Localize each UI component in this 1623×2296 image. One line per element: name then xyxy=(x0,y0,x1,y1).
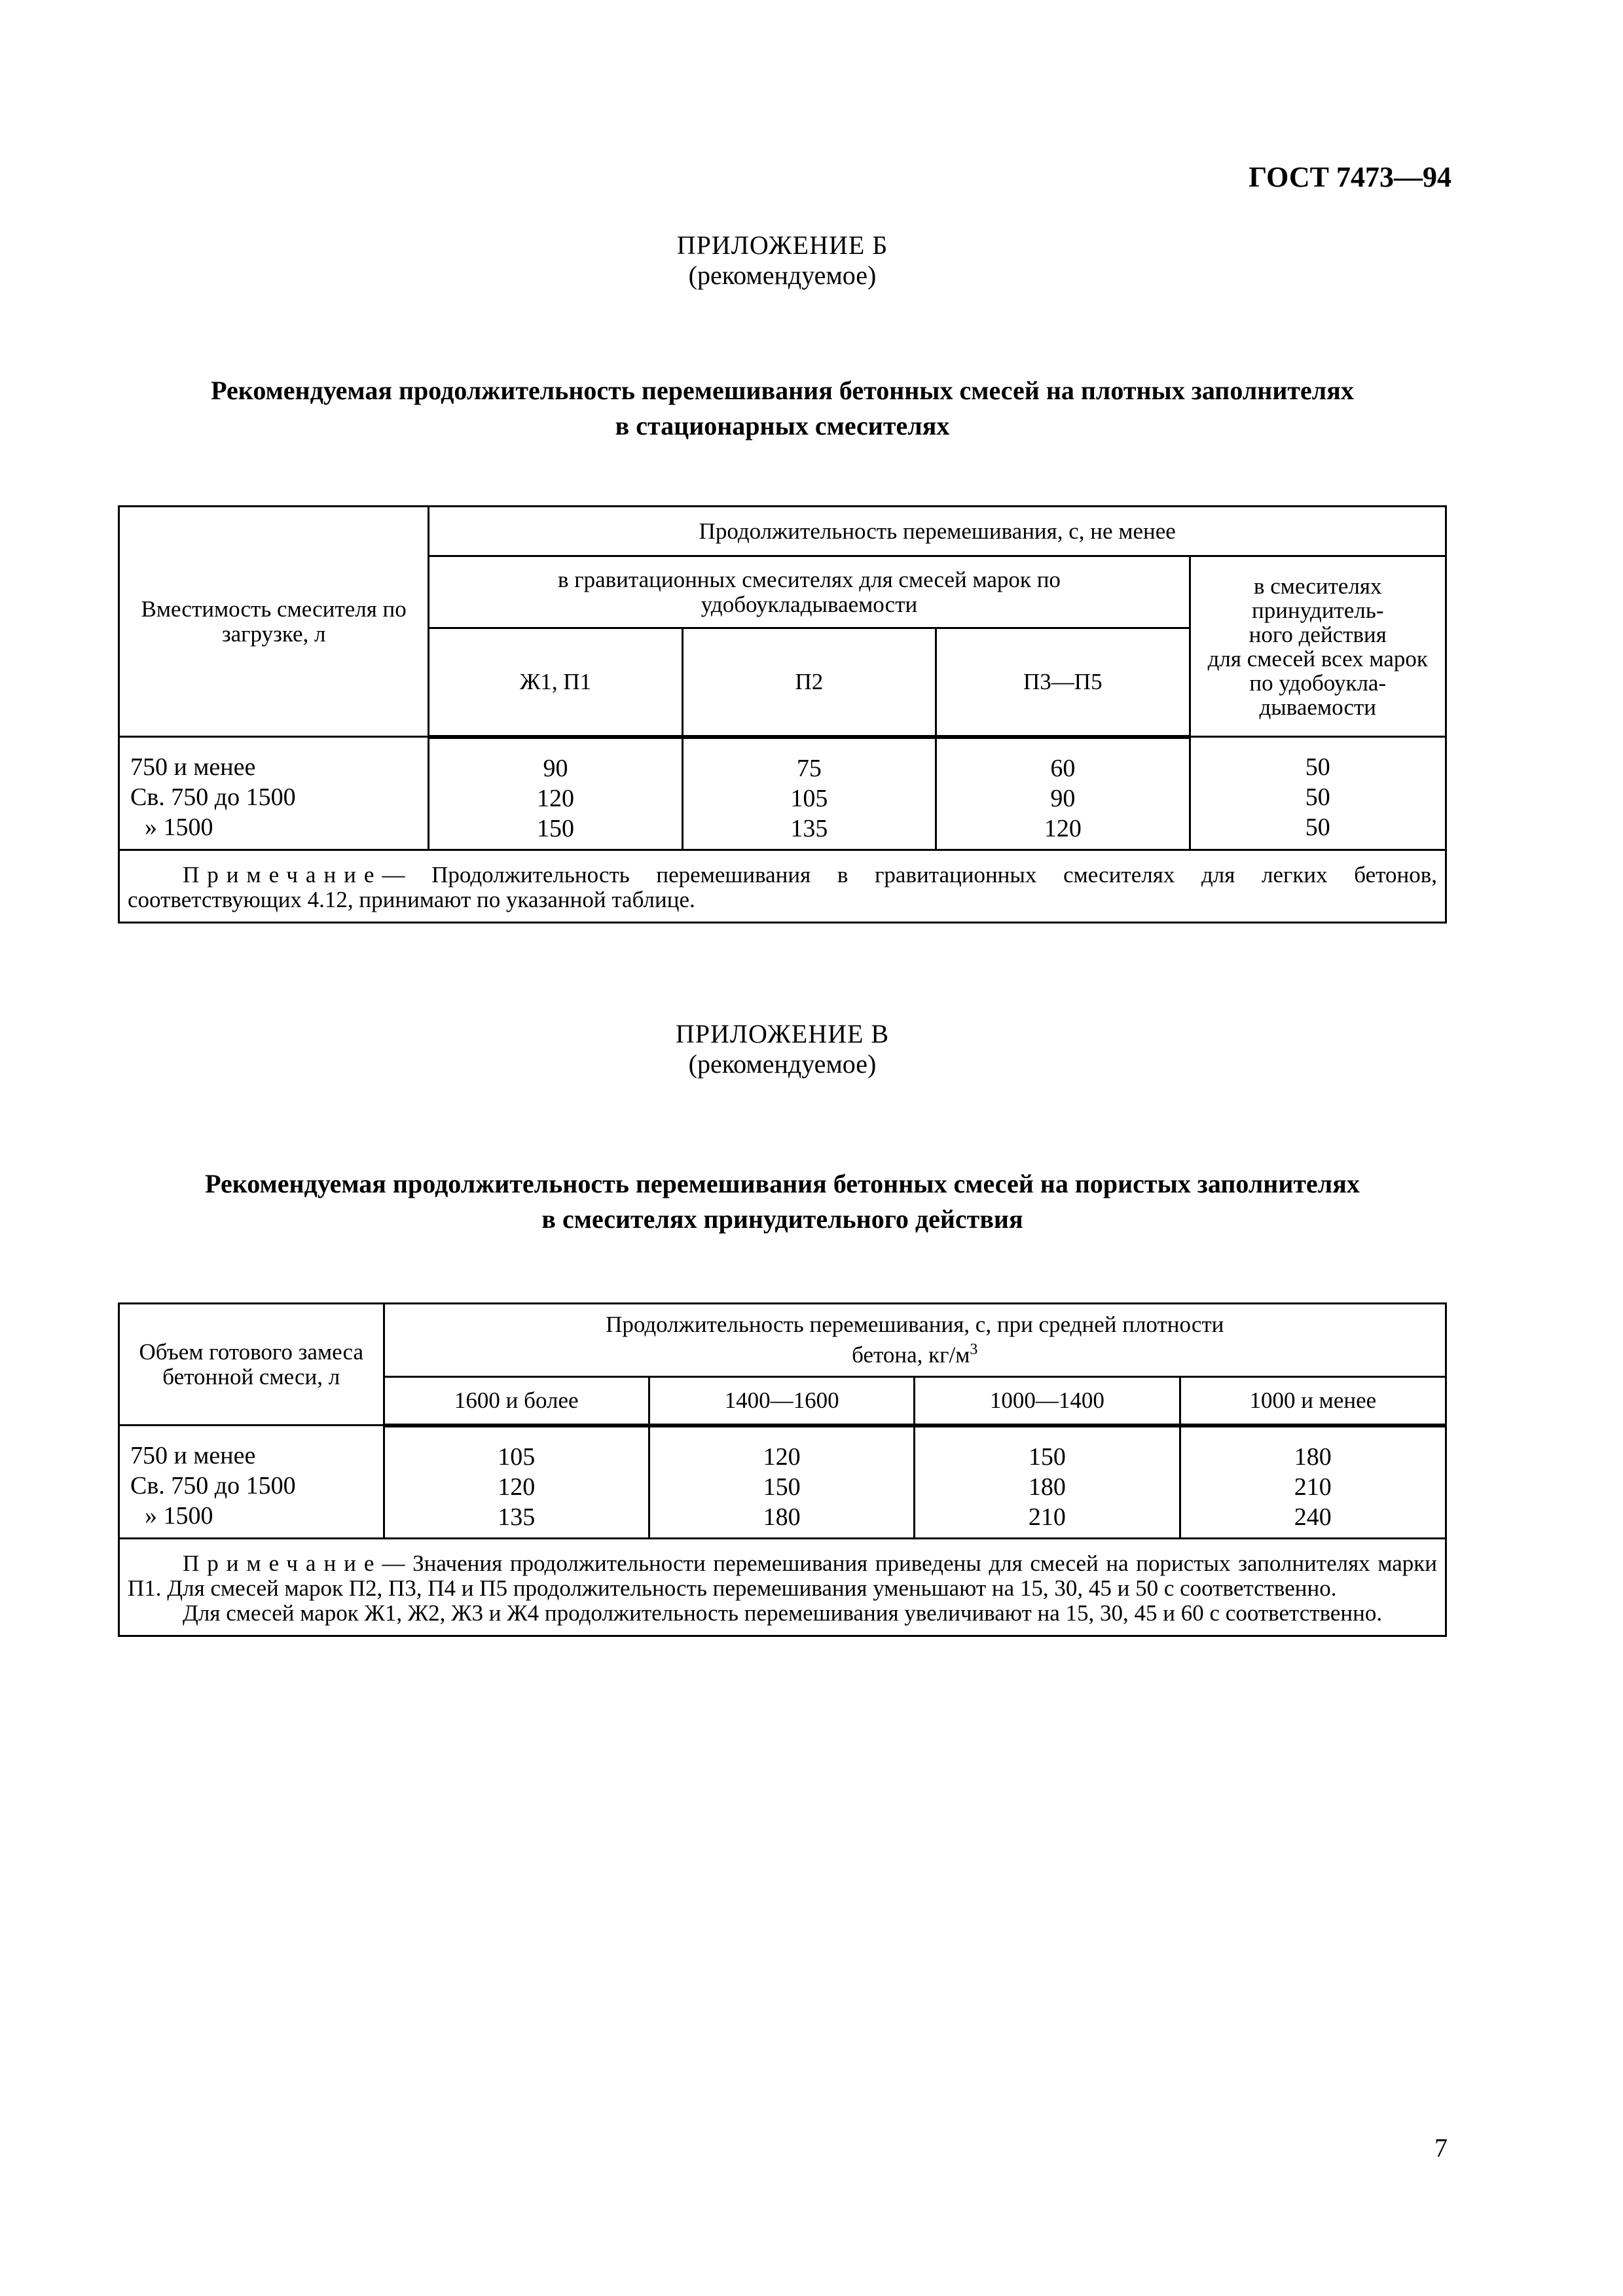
table-b-forced-header xyxy=(1190,556,1446,737)
row-label: 750 и менее xyxy=(130,753,256,781)
appendix-b-heading xyxy=(118,230,1447,291)
table-cell: 180 xyxy=(1028,1473,1066,1501)
row-label: » 1500 xyxy=(145,814,213,841)
table-cell: 90 xyxy=(1050,784,1076,812)
note-text: — Продолжительность перемешивания в гравитационных смесителях для легких бетонов, соответствующих 4.12, принимают по указанной таблице. xyxy=(128,861,1437,912)
table-v-col-1600: 1600 и более xyxy=(384,1377,649,1426)
table-b-col-p2: П2 xyxy=(682,628,936,737)
forced-header-line: для смесей всех марок xyxy=(1207,645,1428,672)
table-v-title-line1: Рекомендуемая продолжительность перемешивания бетонных смесей на пористых заполнителях xyxy=(205,1169,1360,1198)
table-b-gravity-header: в гравитационных смесителях для смесей марок по удобоукладываемости xyxy=(429,556,1190,628)
table-v xyxy=(118,1302,1447,1637)
page-number: 7 xyxy=(1434,2133,1448,2162)
table-b-title-line2: в стационарных смесителях xyxy=(615,411,950,440)
forced-header-line: по удобоукла- xyxy=(1249,670,1387,696)
table-v-group-header xyxy=(384,1304,1446,1377)
table-v-volume-header: Объем готового замеса бетонной смеси, л xyxy=(119,1304,384,1426)
standard-number: ГОСТ 7473—94 xyxy=(1249,161,1451,193)
table-cell: 75 xyxy=(796,754,822,782)
table-cell: 150 xyxy=(763,1473,801,1501)
note-label: Примечание xyxy=(183,861,382,888)
table-v-title xyxy=(118,1166,1447,1237)
table-b-title xyxy=(118,373,1447,444)
appendix-v-title: ПРИЛОЖЕНИЕ В xyxy=(675,1019,890,1049)
appendix-b-title: ПРИЛОЖЕНИЕ Б xyxy=(676,230,888,260)
table-cell: 50 xyxy=(1305,814,1330,841)
table-cell: 50 xyxy=(1305,783,1330,811)
note-label: Примечание xyxy=(183,1550,382,1576)
table-cell: 60 xyxy=(1050,754,1076,782)
appendix-v-heading xyxy=(118,1019,1447,1079)
group-header-line2: бетона, кг/м xyxy=(852,1342,970,1368)
table-v-values-col3 xyxy=(915,1426,1180,1539)
table-cell: 120 xyxy=(498,1473,536,1501)
table-v-values-col1 xyxy=(384,1426,649,1539)
table-b-note xyxy=(119,850,1446,922)
table-cell: 50 xyxy=(1305,753,1330,781)
table-b-values-col2 xyxy=(682,737,936,850)
table-v-col-1000: 1000 и менее xyxy=(1180,1377,1446,1426)
table-cell: 120 xyxy=(763,1443,801,1471)
table-cell: 240 xyxy=(1294,1503,1332,1531)
table-b-group-header: Продолжительность перемешивания, с, не менее xyxy=(429,507,1446,556)
table-b xyxy=(118,505,1447,924)
table-v-title-line2: в смесителях принудительного действия xyxy=(541,1204,1023,1234)
note-text-2: Для смесей марок Ж1, Ж2, Ж3 и Ж4 продолжительность перемешивания увеличивают на 15, 30, 45 и 60 с соответственно. xyxy=(183,1600,1383,1626)
forced-header-line: ного действия xyxy=(1249,621,1387,647)
table-v-row-labels xyxy=(119,1426,384,1539)
table-b-values-col4 xyxy=(1190,737,1446,850)
table-cell: 150 xyxy=(1028,1443,1066,1471)
table-cell: 180 xyxy=(763,1503,801,1531)
table-b-title-line1: Рекомендуемая продолжительность перемешивания бетонных смесей на плотных заполнителях xyxy=(211,376,1354,405)
table-cell: 150 xyxy=(537,814,575,842)
table-cell: 105 xyxy=(498,1443,536,1471)
forced-header-line: в смесителях xyxy=(1253,573,1382,599)
table-b-capacity-header: Вместимость смесителя по загрузке, л xyxy=(119,507,429,737)
appendix-b-subtitle: (рекомендуемое) xyxy=(688,260,877,290)
table-b-col-zh1-p1: Ж1, П1 xyxy=(429,628,682,737)
table-b-col-p3-p5: П3—П5 xyxy=(936,628,1190,737)
table-b-row-labels xyxy=(119,737,429,850)
table-cell: 105 xyxy=(790,784,828,812)
table-v-note xyxy=(119,1538,1446,1636)
table-cell: 135 xyxy=(498,1503,536,1531)
table-cell: 210 xyxy=(1294,1473,1332,1501)
row-label: 750 и менее xyxy=(130,1442,256,1469)
row-label: Св. 750 до 1500 xyxy=(130,783,296,811)
forced-header-line: принудитель- xyxy=(1252,597,1384,623)
table-v-col-1000-1400: 1000—1400 xyxy=(915,1377,1180,1426)
group-header-sup: 3 xyxy=(970,1341,978,1359)
appendix-v-subtitle: (рекомендуемое) xyxy=(688,1049,877,1079)
table-v-values-col4 xyxy=(1180,1426,1446,1539)
table-v-col-1400-1600: 1400—1600 xyxy=(649,1377,914,1426)
table-cell: 135 xyxy=(790,814,828,842)
table-b-values-col1 xyxy=(429,737,682,850)
table-cell: 180 xyxy=(1294,1443,1332,1471)
row-label: Св. 750 до 1500 xyxy=(130,1472,296,1499)
table-cell: 90 xyxy=(543,754,568,782)
table-cell: 120 xyxy=(537,784,575,812)
table-cell: 120 xyxy=(1044,814,1082,842)
table-cell: 210 xyxy=(1028,1503,1066,1531)
table-b-values-col3 xyxy=(936,737,1190,850)
row-label: » 1500 xyxy=(145,1502,213,1530)
table-v-values-col2 xyxy=(649,1426,914,1539)
forced-header-line: дываемости xyxy=(1259,694,1377,720)
group-header-line1: Продолжительность перемешивания, с, при средней плотности xyxy=(606,1312,1224,1338)
note-text-1: — Значения продолжительности перемешивания приведены для смесей на пористых заполнителях марки П1. Для смесей марок П2, П3, П4 и П5 продолжительность перемешивания уменьшают на 15, 30, 45 и 50 с соответственно. xyxy=(128,1550,1437,1601)
